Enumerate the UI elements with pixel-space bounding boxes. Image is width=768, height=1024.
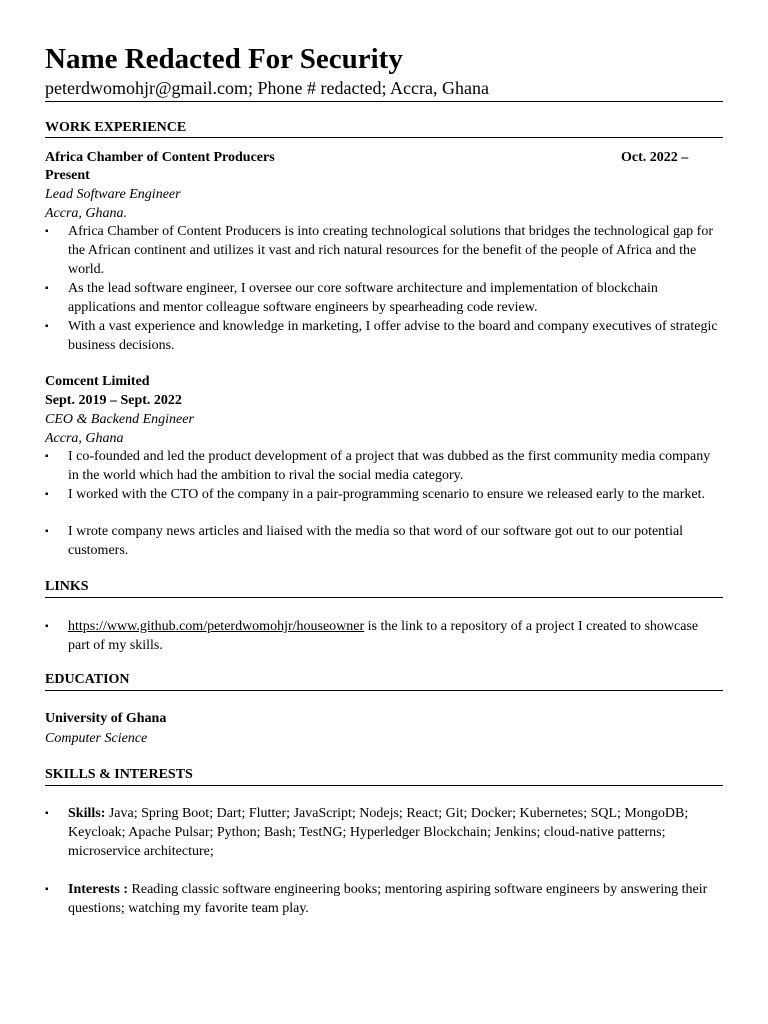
link-description: is the link to a repository of a project I created to showcase part of my skills. (68, 619, 699, 653)
bullet-text: I wrote company news articles and liaised with the media so that word of our software got out to our potential customers. (68, 524, 684, 558)
bullet-text: I worked with the CTO of the company in a pair-programming scenario to ensure we released early to the market. (68, 487, 706, 502)
github-repo-link[interactable]: https://www.github.com/peterdwomohjr/houseowner (68, 619, 365, 634)
bullet-text: With a vast experience and knowledge in marketing, I offer advise to the board and company executives of strategic business decisions. (68, 319, 718, 353)
list-item (45, 618, 723, 656)
section-heading-links: LINKS (45, 579, 89, 594)
bullet-icon: ▪ (45, 321, 49, 332)
list-item (45, 318, 723, 356)
job-dates-start: Oct. 2022 – (621, 150, 689, 165)
skills-list: Java; Spring Boot; Dart; Flutter; JavaScript; Nodejs; React; Git; Docker; Kubernetes; SQL; MongoDB; Keycloak; Apache Pulsar; Python; Bash; TestNG; Hyperledger Blockchain; Jenkins; cloud-native patterns; microservice architecture; (68, 806, 689, 859)
education-field: Computer Science (45, 731, 148, 746)
list-item (45, 280, 723, 318)
bullet-icon: ▪ (45, 621, 49, 632)
section-divider (45, 785, 723, 786)
education-school: University of Ghana (45, 711, 167, 726)
section-heading-skills-interests: SKILLS & INTERESTS (45, 767, 193, 782)
list-item (45, 223, 723, 279)
bullet-text: Africa Chamber of Content Producers is into creating technological solutions that bridges the technological gap for the African continent and utilizes it vast and rich natural resources for the benefit of the people of Africa and the world. (68, 224, 713, 277)
list-item (45, 881, 723, 919)
section-heading-work-experience: WORK EXPERIENCE (45, 120, 187, 135)
job-location: Accra, Ghana (45, 431, 124, 446)
section-heading-education: EDUCATION (45, 672, 130, 687)
header-divider (45, 101, 723, 102)
skills-label: Skills: (68, 806, 106, 821)
bullet-icon: ▪ (45, 451, 49, 462)
interests-text (68, 881, 723, 919)
skills-text (68, 805, 723, 861)
bullet-text: I co-founded and led the product development of a project that was dubbed as the first community media company in the world which had the ambition to rival the social media category. (68, 449, 711, 483)
job-title: CEO & Backend Engineer (45, 412, 194, 427)
list-item (45, 486, 723, 505)
job-location: Accra, Ghana. (45, 206, 128, 221)
list-item (45, 805, 723, 861)
job-title: Lead Software Engineer (45, 187, 181, 202)
job-dates: Sept. 2019 – Sept. 2022 (45, 393, 182, 408)
bullet-icon: ▪ (45, 283, 49, 294)
list-item (45, 523, 723, 561)
list-item (45, 448, 723, 486)
interests-label: Interests : (68, 882, 129, 897)
candidate-name: Name Redacted For Security (45, 43, 403, 75)
job-company: Africa Chamber of Content Producers (45, 150, 275, 165)
section-divider (45, 690, 723, 691)
bullet-text: As the lead software engineer, I oversee our core software architecture and implementation of blockchain applications and mentor colleague software engineers by spearheading code review. (68, 281, 658, 315)
section-divider (45, 137, 723, 138)
contact-line: peterdwomohjr@gmail.com; Phone # redacted; Accra, Ghana (45, 78, 489, 98)
bullet-icon: ▪ (45, 808, 49, 819)
interests-list: Reading classic software engineering books; mentoring aspiring software engineers by answering their questions; watching my favorite team play. (68, 882, 708, 916)
section-divider (45, 597, 723, 598)
job-dates-end: Present (45, 168, 90, 183)
link-item-text (68, 618, 723, 656)
job-company: Comcent Limited (45, 374, 150, 389)
bullet-icon: ▪ (45, 489, 49, 500)
bullet-icon: ▪ (45, 226, 49, 237)
bullet-icon: ▪ (45, 884, 49, 895)
bullet-icon: ▪ (45, 526, 49, 537)
